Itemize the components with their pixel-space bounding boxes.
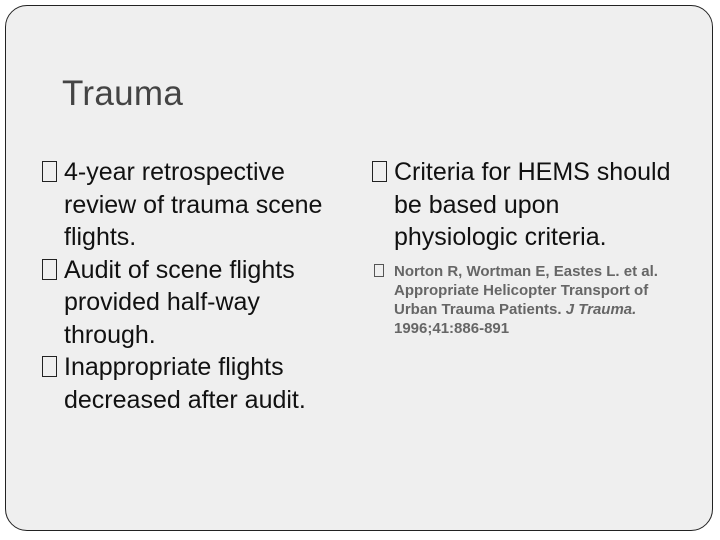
citation-text: Norton R, Wortman E, Eastes L. et al. Appropriate Helicopter Transport of Urban Trauma Patients. <box>394 262 658 318</box>
citation-volume: 1996;41:886-891 <box>394 319 510 337</box>
bullet-text: Criteria for HEMS should be based upon physiologic criteria. <box>394 158 671 251</box>
bullet-item <box>370 156 680 254</box>
bullet-item <box>40 254 340 352</box>
bullet-item <box>40 156 340 254</box>
bullet-box-icon <box>42 356 57 377</box>
right-column <box>370 156 680 338</box>
left-column <box>40 156 340 416</box>
citation <box>370 262 680 338</box>
bullet-item <box>40 351 340 416</box>
bullet-box-icon <box>42 259 57 280</box>
citation-journal: J Trauma. <box>565 300 637 318</box>
bullet-box-icon <box>372 161 387 182</box>
bullet-text: Inappropriate flights decreased after audit. <box>64 353 306 414</box>
bullet-box-icon <box>374 264 384 277</box>
bullet-text: Audit of scene flights provided half-way through. <box>64 255 295 349</box>
bullet-text: 4-year retrospective review of trauma scene flights. <box>64 158 323 251</box>
slide-title: Trauma <box>62 74 184 113</box>
bullet-box-icon <box>42 161 57 182</box>
